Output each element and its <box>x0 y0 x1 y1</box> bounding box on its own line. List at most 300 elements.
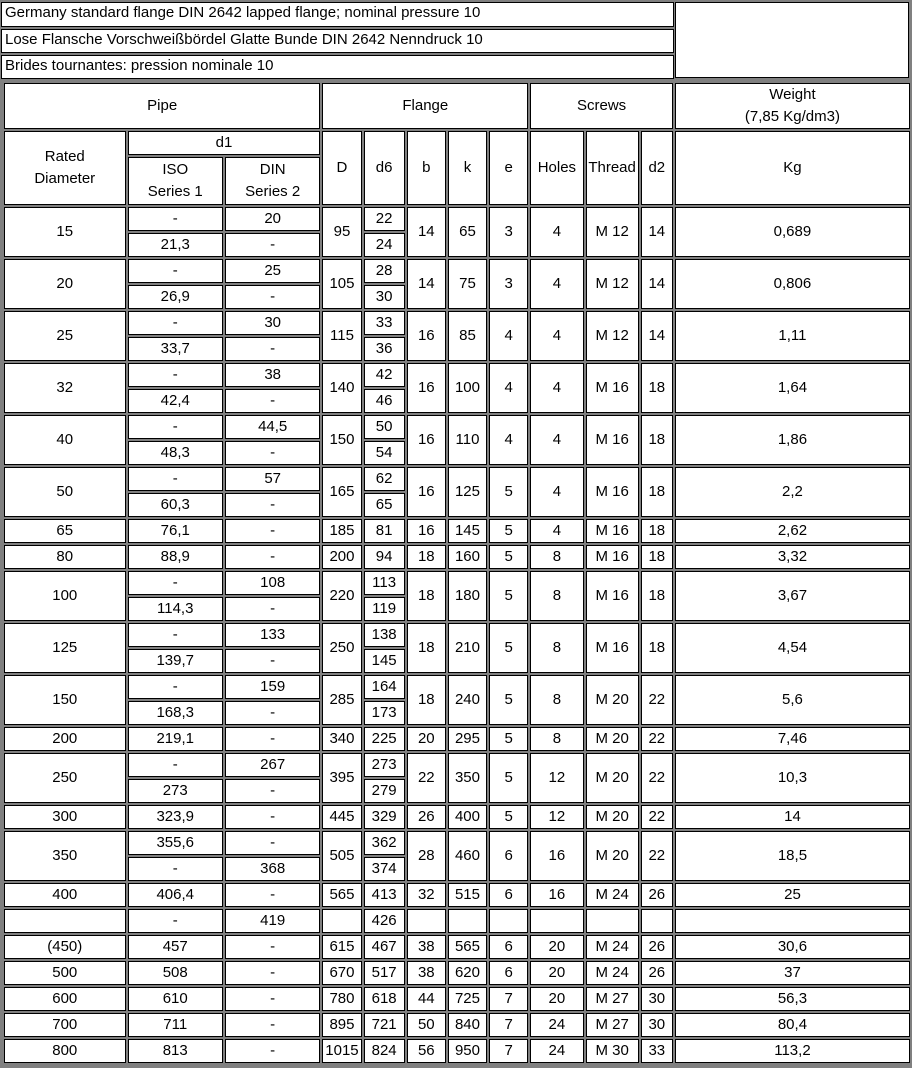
cell-rated-diameter: 200 <box>4 727 126 751</box>
cell-din: - <box>225 727 320 751</box>
cell-d2: 18 <box>641 623 673 673</box>
cell-d6: 164 <box>364 675 405 699</box>
cell-holes: 20 <box>530 961 583 985</box>
header-weight-label: Weight <box>769 86 816 103</box>
table-row <box>4 1013 910 1037</box>
cell-din: - <box>225 1039 320 1063</box>
cell-holes: 4 <box>530 363 583 413</box>
cell-rated-diameter: 40 <box>4 415 126 465</box>
cell-d2: 14 <box>641 207 673 257</box>
cell-D: 780 <box>322 987 361 1011</box>
cell-D: 95 <box>322 207 361 257</box>
cell-holes: 12 <box>530 805 583 829</box>
cell-thread: M 30 <box>586 1039 639 1063</box>
cell-thread: M 16 <box>586 571 639 621</box>
cell-holes: 4 <box>530 415 583 465</box>
table-row <box>4 415 910 439</box>
header-d1: d1 <box>128 131 321 155</box>
cell-d6: 721 <box>364 1013 405 1037</box>
cell-e: 5 <box>489 545 528 569</box>
cell-k: 515 <box>448 883 487 907</box>
cell-D: 105 <box>322 259 361 309</box>
cell-holes: 8 <box>530 727 583 751</box>
cell-b: 18 <box>407 571 446 621</box>
cell-holes: 4 <box>530 207 583 257</box>
cell-e: 5 <box>489 727 528 751</box>
cell-din: - <box>225 389 320 413</box>
cell-din: 38 <box>225 363 320 387</box>
cell-din: - <box>225 883 320 907</box>
header-iso <box>128 157 223 205</box>
cell-din: 57 <box>225 467 320 491</box>
cell-d2: 18 <box>641 467 673 517</box>
cell-thread: M 16 <box>586 545 639 569</box>
cell-holes: 4 <box>530 311 583 361</box>
cell-d6: 46 <box>364 389 405 413</box>
cell-iso: 21,3 <box>128 233 223 257</box>
cell-D: 200 <box>322 545 361 569</box>
cell-e: 3 <box>489 207 528 257</box>
cell-b: 22 <box>407 753 446 803</box>
cell-D: 395 <box>322 753 361 803</box>
cell-din: - <box>225 987 320 1011</box>
cell-iso: 42,4 <box>128 389 223 413</box>
cell-rated-diameter: 25 <box>4 311 126 361</box>
cell-iso: 168,3 <box>128 701 223 725</box>
cell-din: - <box>225 337 320 361</box>
cell-b <box>407 909 446 933</box>
cell-holes: 8 <box>530 545 583 569</box>
cell-holes: 24 <box>530 1013 583 1037</box>
cell-kg: 18,5 <box>675 831 910 881</box>
cell-holes: 20 <box>530 935 583 959</box>
cell-rated-diameter: 100 <box>4 571 126 621</box>
cell-rated-diameter: 600 <box>4 987 126 1011</box>
cell-D: 115 <box>322 311 361 361</box>
cell-kg: 3,67 <box>675 571 910 621</box>
cell-e <box>489 909 528 933</box>
cell-iso: 323,9 <box>128 805 223 829</box>
cell-rated-diameter: 125 <box>4 623 126 673</box>
cell-k: 145 <box>448 519 487 543</box>
cell-e: 4 <box>489 311 528 361</box>
cell-thread: M 12 <box>586 207 639 257</box>
table-row <box>4 961 910 985</box>
cell-iso: - <box>128 259 223 283</box>
cell-D <box>322 909 361 933</box>
cell-k: 350 <box>448 753 487 803</box>
cell-d6: 24 <box>364 233 405 257</box>
header-screws: Screws <box>530 83 673 129</box>
cell-d2: 22 <box>641 727 673 751</box>
cell-thread: M 27 <box>586 987 639 1011</box>
cell-e: 6 <box>489 883 528 907</box>
cell-din: - <box>225 701 320 725</box>
cell-rated-diameter: 32 <box>4 363 126 413</box>
cell-b: 18 <box>407 675 446 725</box>
cell-din: 44,5 <box>225 415 320 439</box>
cell-kg: 7,46 <box>675 727 910 751</box>
cell-iso: 33,7 <box>128 337 223 361</box>
cell-d6: 42 <box>364 363 405 387</box>
cell-thread: M 12 <box>586 259 639 309</box>
cell-e: 4 <box>489 363 528 413</box>
cell-k: 295 <box>448 727 487 751</box>
cell-rated-diameter: 800 <box>4 1039 126 1063</box>
cell-din: - <box>225 441 320 465</box>
cell-D: 895 <box>322 1013 361 1037</box>
cell-k <box>448 909 487 933</box>
cell-din: 30 <box>225 311 320 335</box>
cell-d6: 467 <box>364 935 405 959</box>
header-k: k <box>448 131 487 205</box>
header-thread: Thread <box>586 131 639 205</box>
cell-holes: 8 <box>530 675 583 725</box>
cell-din: - <box>225 597 320 621</box>
table-row <box>4 883 910 907</box>
cell-k: 85 <box>448 311 487 361</box>
cell-iso: 355,6 <box>128 831 223 855</box>
cell-b: 16 <box>407 363 446 413</box>
header-e: e <box>489 131 528 205</box>
cell-d6: 329 <box>364 805 405 829</box>
cell-k: 725 <box>448 987 487 1011</box>
cell-iso: 813 <box>128 1039 223 1063</box>
cell-D: 1015 <box>322 1039 361 1063</box>
cell-e: 7 <box>489 987 528 1011</box>
cell-kg: 4,54 <box>675 623 910 673</box>
cell-d6: 362 <box>364 831 405 855</box>
cell-thread: M 16 <box>586 363 639 413</box>
cell-d6: 138 <box>364 623 405 647</box>
cell-din: 108 <box>225 571 320 595</box>
cell-D: 340 <box>322 727 361 751</box>
cell-iso: - <box>128 857 223 881</box>
header-pipe: Pipe <box>4 83 320 129</box>
cell-din: - <box>225 493 320 517</box>
cell-kg: 10,3 <box>675 753 910 803</box>
cell-kg: 113,2 <box>675 1039 910 1063</box>
cell-kg: 56,3 <box>675 987 910 1011</box>
cell-b: 44 <box>407 987 446 1011</box>
cell-D: 285 <box>322 675 361 725</box>
cell-d2: 18 <box>641 415 673 465</box>
cell-iso: - <box>128 207 223 231</box>
header-d2: d2 <box>641 131 673 205</box>
cell-d6: 94 <box>364 545 405 569</box>
cell-rated-diameter: 150 <box>4 675 126 725</box>
title-german: Lose Flansche Vorschweißbördel Glatte Bunde DIN 2642 Nenndruck 10 <box>1 29 674 53</box>
cell-thread: M 20 <box>586 727 639 751</box>
cell-k: 460 <box>448 831 487 881</box>
cell-iso: - <box>128 467 223 491</box>
cell-d2: 18 <box>641 545 673 569</box>
cell-d2: 26 <box>641 935 673 959</box>
cell-kg: 5,6 <box>675 675 910 725</box>
table-row <box>4 519 910 543</box>
cell-d6: 279 <box>364 779 405 803</box>
cell-k: 620 <box>448 961 487 985</box>
cell-rated-diameter: 500 <box>4 961 126 985</box>
cell-D: 565 <box>322 883 361 907</box>
cell-iso: 406,4 <box>128 883 223 907</box>
cell-d6: 173 <box>364 701 405 725</box>
cell-b: 32 <box>407 883 446 907</box>
cell-din: 368 <box>225 857 320 881</box>
header-holes: Holes <box>530 131 583 205</box>
cell-din: - <box>225 805 320 829</box>
cell-kg: 37 <box>675 961 910 985</box>
header-din-label: DIN <box>259 161 286 178</box>
cell-d6: 113 <box>364 571 405 595</box>
cell-din: - <box>225 961 320 985</box>
cell-rated-diameter: 700 <box>4 1013 126 1037</box>
table-row <box>4 545 910 569</box>
cell-D: 140 <box>322 363 361 413</box>
cell-din: 159 <box>225 675 320 699</box>
cell-rated-diameter: (450) <box>4 935 126 959</box>
cell-thread: M 20 <box>586 753 639 803</box>
cell-d6: 225 <box>364 727 405 751</box>
cell-iso: 457 <box>128 935 223 959</box>
cell-holes <box>530 909 583 933</box>
cell-kg <box>675 909 910 933</box>
cell-iso: - <box>128 753 223 777</box>
cell-d2: 22 <box>641 805 673 829</box>
table-row <box>4 831 910 855</box>
header-weight-density: (7,85 Kg/dm3) <box>744 108 840 125</box>
cell-b: 26 <box>407 805 446 829</box>
cell-iso: 219,1 <box>128 727 223 751</box>
cell-d6: 33 <box>364 311 405 335</box>
cell-iso: - <box>128 415 223 439</box>
cell-kg: 0,806 <box>675 259 910 309</box>
cell-holes: 16 <box>530 883 583 907</box>
cell-e: 5 <box>489 467 528 517</box>
cell-rated-diameter: 15 <box>4 207 126 257</box>
cell-rated-diameter: 400 <box>4 883 126 907</box>
cell-thread: M 20 <box>586 675 639 725</box>
cell-rated-diameter: 50 <box>4 467 126 517</box>
cell-kg: 2,2 <box>675 467 910 517</box>
cell-rated-diameter: 350 <box>4 831 126 881</box>
table-row <box>4 935 910 959</box>
header-din-series: Series 2 <box>245 183 301 200</box>
cell-d6: 273 <box>364 753 405 777</box>
cell-holes: 4 <box>530 259 583 309</box>
cell-thread: M 24 <box>586 961 639 985</box>
cell-e: 7 <box>489 1039 528 1063</box>
cell-d6: 36 <box>364 337 405 361</box>
cell-D: 165 <box>322 467 361 517</box>
cell-b: 28 <box>407 831 446 881</box>
cell-d6: 30 <box>364 285 405 309</box>
header-D: D <box>322 131 361 205</box>
cell-rated-diameter: 65 <box>4 519 126 543</box>
header-flange: Flange <box>322 83 528 129</box>
cell-k: 75 <box>448 259 487 309</box>
table-row <box>4 727 910 751</box>
cell-d6: 65 <box>364 493 405 517</box>
cell-iso: 711 <box>128 1013 223 1037</box>
cell-k: 125 <box>448 467 487 517</box>
cell-iso: - <box>128 311 223 335</box>
cell-kg: 1,86 <box>675 415 910 465</box>
cell-k: 180 <box>448 571 487 621</box>
cell-kg: 1,11 <box>675 311 910 361</box>
cell-rated-diameter <box>4 909 126 933</box>
cell-d2: 18 <box>641 519 673 543</box>
cell-kg: 0,689 <box>675 207 910 257</box>
cell-d6: 413 <box>364 883 405 907</box>
cell-d2: 26 <box>641 883 673 907</box>
cell-din: 20 <box>225 207 320 231</box>
header-diameter-label: Diameter <box>34 170 96 187</box>
cell-k: 160 <box>448 545 487 569</box>
cell-holes: 20 <box>530 987 583 1011</box>
cell-kg: 80,4 <box>675 1013 910 1037</box>
cell-iso: 60,3 <box>128 493 223 517</box>
cell-e: 5 <box>489 571 528 621</box>
cell-rated-diameter: 20 <box>4 259 126 309</box>
cell-kg: 2,62 <box>675 519 910 543</box>
cell-thread: M 16 <box>586 519 639 543</box>
cell-d2: 22 <box>641 675 673 725</box>
cell-holes: 4 <box>530 519 583 543</box>
cell-e: 7 <box>489 1013 528 1037</box>
cell-D: 150 <box>322 415 361 465</box>
cell-e: 5 <box>489 753 528 803</box>
cell-rated-diameter: 80 <box>4 545 126 569</box>
header-weight <box>675 83 910 129</box>
table-row <box>4 753 910 777</box>
cell-d6: 119 <box>364 597 405 621</box>
cell-d6: 28 <box>364 259 405 283</box>
cell-D: 250 <box>322 623 361 673</box>
cell-iso: 273 <box>128 779 223 803</box>
cell-e: 6 <box>489 961 528 985</box>
cell-kg: 30,6 <box>675 935 910 959</box>
cell-iso: 48,3 <box>128 441 223 465</box>
cell-d6: 62 <box>364 467 405 491</box>
cell-d6: 824 <box>364 1039 405 1063</box>
title-english: Germany standard flange DIN 2642 lapped flange; nominal pressure 10 <box>1 2 674 27</box>
cell-thread <box>586 909 639 933</box>
cell-rated-diameter: 300 <box>4 805 126 829</box>
cell-thread: M 12 <box>586 311 639 361</box>
cell-din: 267 <box>225 753 320 777</box>
cell-iso: 139,7 <box>128 649 223 673</box>
cell-k: 100 <box>448 363 487 413</box>
cell-holes: 8 <box>530 571 583 621</box>
table-row <box>4 571 910 595</box>
cell-b: 38 <box>407 961 446 985</box>
cell-iso: - <box>128 675 223 699</box>
header-din <box>225 157 320 205</box>
header-d6: d6 <box>364 131 405 205</box>
cell-D: 445 <box>322 805 361 829</box>
cell-kg: 14 <box>675 805 910 829</box>
table-row <box>4 467 910 491</box>
cell-b: 14 <box>407 207 446 257</box>
cell-iso: 26,9 <box>128 285 223 309</box>
cell-d6: 145 <box>364 649 405 673</box>
cell-din: - <box>225 545 320 569</box>
cell-b: 16 <box>407 467 446 517</box>
cell-k: 65 <box>448 207 487 257</box>
cell-kg: 25 <box>675 883 910 907</box>
cell-d2: 18 <box>641 571 673 621</box>
table-row <box>4 311 910 335</box>
cell-din: - <box>225 1013 320 1037</box>
cell-e: 3 <box>489 259 528 309</box>
cell-d6: 50 <box>364 415 405 439</box>
cell-d2: 26 <box>641 961 673 985</box>
cell-k: 400 <box>448 805 487 829</box>
cell-din: 419 <box>225 909 320 933</box>
cell-thread: M 16 <box>586 467 639 517</box>
cell-d2: 30 <box>641 1013 673 1037</box>
cell-din: - <box>225 285 320 309</box>
cell-holes: 8 <box>530 623 583 673</box>
cell-din: - <box>225 779 320 803</box>
header-iso-label: ISO <box>162 161 189 178</box>
cell-thread: M 16 <box>586 623 639 673</box>
cell-d6: 54 <box>364 441 405 465</box>
cell-d2: 14 <box>641 259 673 309</box>
cell-b: 38 <box>407 935 446 959</box>
cell-b: 56 <box>407 1039 446 1063</box>
cell-D: 505 <box>322 831 361 881</box>
table-row <box>4 623 910 647</box>
cell-thread: M 20 <box>586 805 639 829</box>
cell-thread: M 16 <box>586 415 639 465</box>
cell-d2: 33 <box>641 1039 673 1063</box>
cell-holes: 16 <box>530 831 583 881</box>
header-rated-diameter <box>4 131 126 205</box>
cell-d2: 18 <box>641 363 673 413</box>
table-row <box>4 363 910 387</box>
cell-din: - <box>225 935 320 959</box>
table-row <box>4 909 910 933</box>
header-rated-label: Rated <box>44 148 85 165</box>
cell-iso: 88,9 <box>128 545 223 569</box>
cell-D: 185 <box>322 519 361 543</box>
cell-d2: 14 <box>641 311 673 361</box>
cell-k: 240 <box>448 675 487 725</box>
cell-d6: 374 <box>364 857 405 881</box>
cell-e: 6 <box>489 831 528 881</box>
header-iso-series: Series 1 <box>147 183 203 200</box>
cell-iso: 610 <box>128 987 223 1011</box>
cell-d2: 22 <box>641 753 673 803</box>
cell-k: 950 <box>448 1039 487 1063</box>
cell-e: 5 <box>489 675 528 725</box>
table-row <box>4 987 910 1011</box>
cell-k: 210 <box>448 623 487 673</box>
title-french: Brides tournantes: pression nominale 10 <box>1 55 674 79</box>
cell-e: 5 <box>489 519 528 543</box>
cell-d6: 81 <box>364 519 405 543</box>
cell-iso: - <box>128 909 223 933</box>
cell-e: 6 <box>489 935 528 959</box>
cell-e: 5 <box>489 805 528 829</box>
cell-din: - <box>225 233 320 257</box>
cell-b: 16 <box>407 311 446 361</box>
cell-d6: 22 <box>364 207 405 231</box>
cell-rated-diameter: 250 <box>4 753 126 803</box>
cell-holes: 24 <box>530 1039 583 1063</box>
